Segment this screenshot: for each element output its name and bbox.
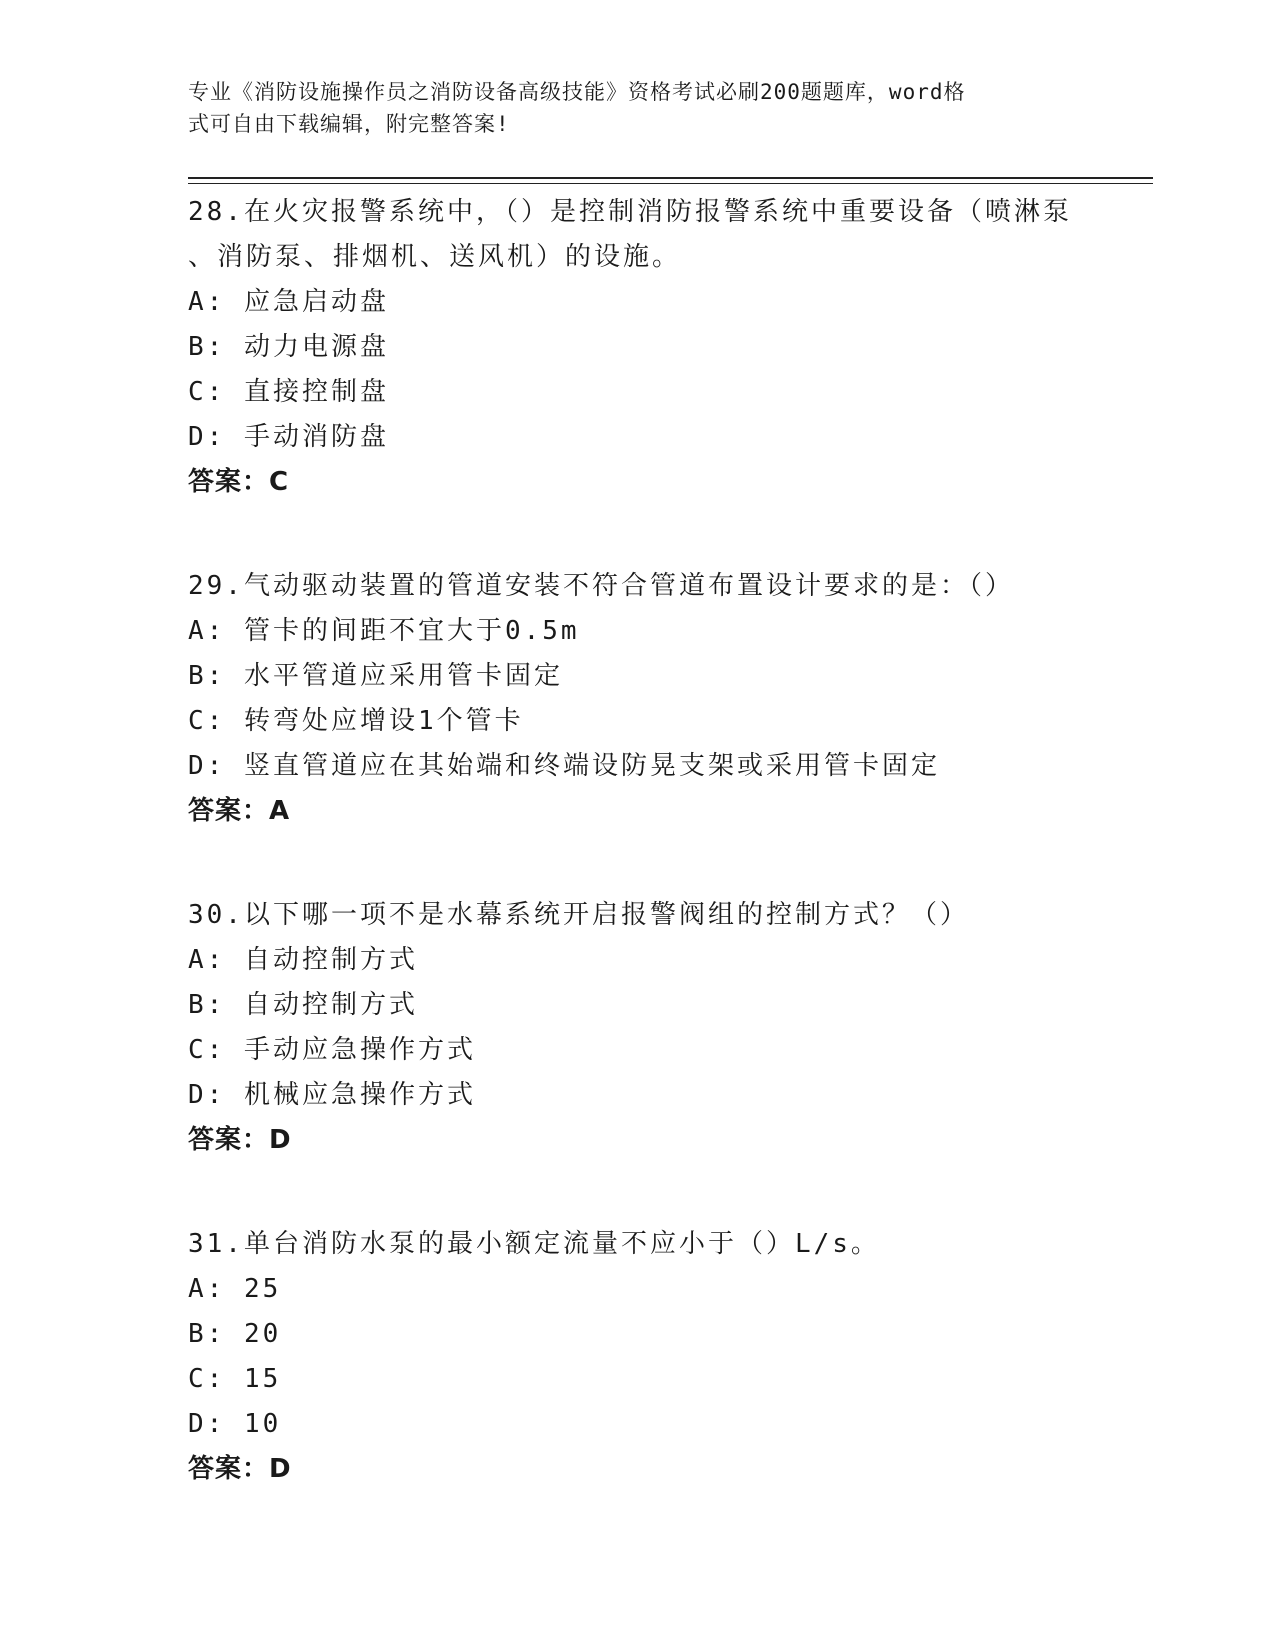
answer: 答案：C [188,467,290,497]
option-d: D: 手动消防盘 [188,422,389,452]
question-stem [188,893,1098,938]
option-b: B: 动力电源盘 [188,332,389,362]
header-line-2: 式可自由下载编辑，附完整答案! [188,112,510,136]
question-stem [188,564,1098,609]
answer: 答案：D [188,1125,292,1155]
question-30 [188,893,1098,1163]
question-28 [188,190,1098,505]
question-stem [188,1222,1098,1267]
question-29 [188,564,1098,834]
option-a: A: 自动控制方式 [188,945,418,975]
option-d: D: 竖直管道应在其始端和终端设防晃支架或采用管卡固定 [188,751,940,781]
option-b: B: 自动控制方式 [188,990,418,1020]
question-stem-line: 、消防泵、排烟机、送风机）的设施。 [188,242,682,272]
question-stem-line: 28.在火灾报警系统中，（）是控制消防报警系统中重要设备（喷淋泵 [188,197,1072,227]
answer: 答案：A [188,796,291,826]
option-c: C: 直接控制盘 [188,377,389,407]
question-31 [188,1222,1098,1492]
question-stem-line: 30.以下哪一项不是水幕系统开启报警阀组的控制方式？（） [188,900,969,930]
option-a: A: 25 [188,1274,282,1304]
answer: 答案：D [188,1454,292,1484]
option-a: A: 管卡的间距不宜大于0.5m [188,616,580,646]
option-b: B: 水平管道应采用管卡固定 [188,661,563,691]
header-divider-thin [188,183,1153,184]
option-d: D: 机械应急操作方式 [188,1080,476,1110]
header-line-1: 专业《消防设施操作员之消防设备高级技能》资格考试必刷200题题库，word格 [188,80,966,104]
option-a: A: 应急启动盘 [188,287,389,317]
question-stem-line: 29.气动驱动装置的管道安装不符合管道布置设计要求的是：（） [188,571,1014,601]
question-stem [188,190,1098,280]
header-divider-thick [188,177,1153,179]
option-b: B: 20 [188,1319,282,1349]
document-header [188,76,1068,140]
option-c: C: 手动应急操作方式 [188,1035,476,1065]
question-list [188,190,1098,1551]
option-c: C: 15 [188,1364,282,1394]
question-stem-line: 31.单台消防水泵的最小额定流量不应小于（）L/s。 [188,1229,880,1259]
option-d: D: 10 [188,1409,282,1439]
option-c: C: 转弯处应增设1个管卡 [188,706,524,736]
